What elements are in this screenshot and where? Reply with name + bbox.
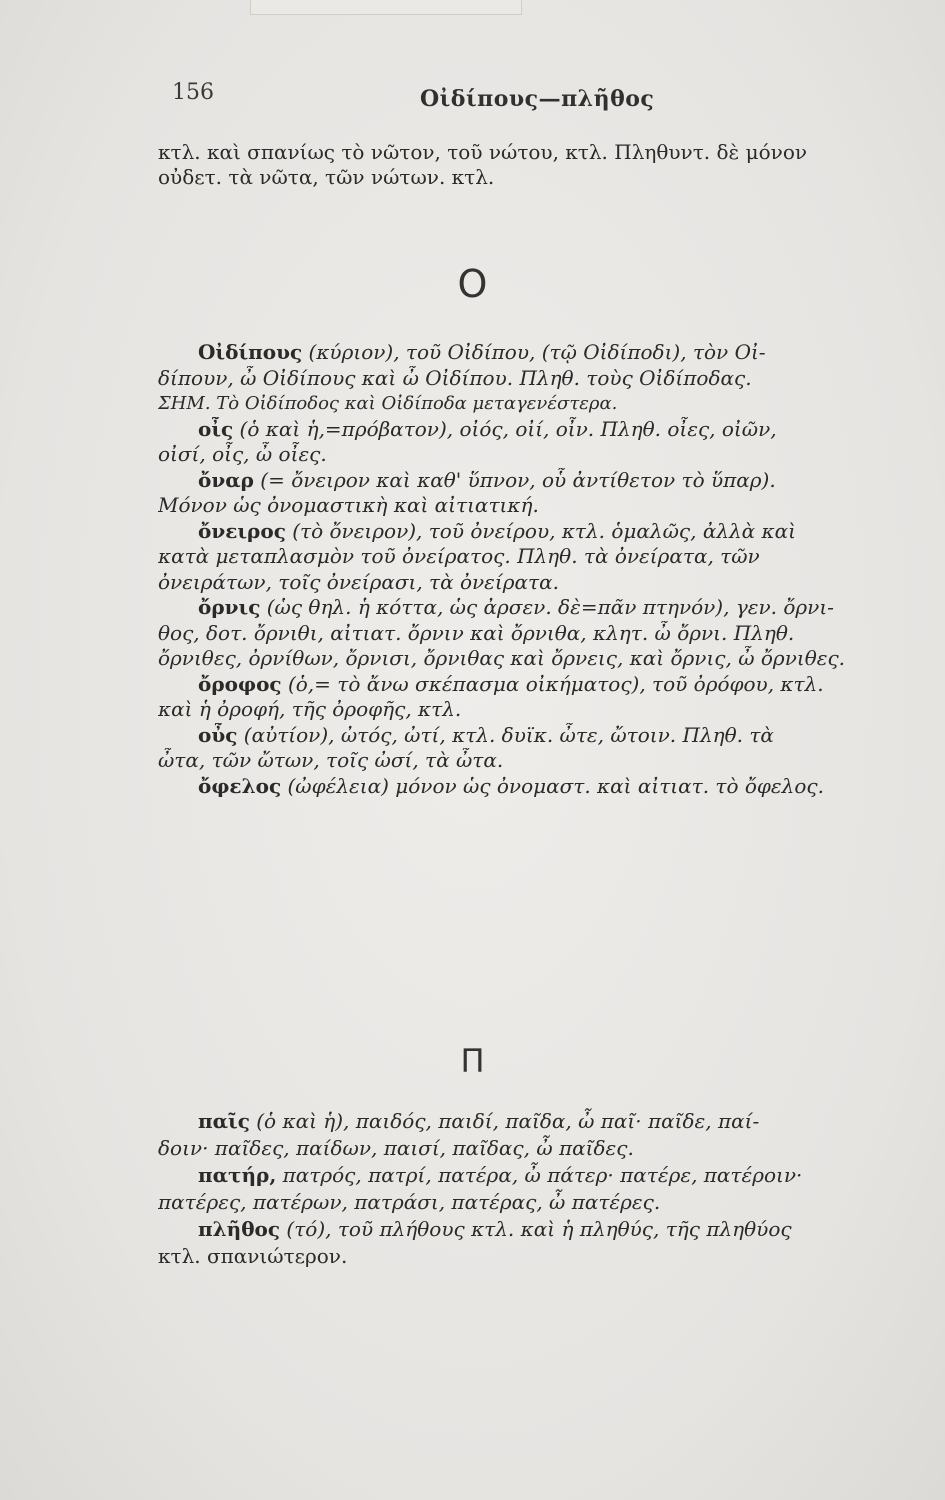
lemma: οὖς xyxy=(198,722,238,747)
entry-line: καὶ ἡ ὀροφή, τῆς ὀροφῆς, κτλ. xyxy=(158,697,462,721)
entry-line: δίπουν, ὦ Οἰδίπους καὶ ὦ Οἰδίπου. Πληθ. τοὺς Οἰδίποδας. xyxy=(158,365,752,390)
entry-line: θος, δοτ. ὄρνιθι, αἰτιατ. ὄρνιν καὶ ὄρνιθα, κλητ. ὦ ὄρνι. Πληθ. xyxy=(158,620,795,645)
page-top-mark xyxy=(250,0,522,15)
text-line: κτλ. καὶ σπανίως τὸ νῶτον, τοῦ νώτου, κτλ. Πληθυντ. δὲ μόνον xyxy=(158,140,808,164)
lemma: παῖς xyxy=(198,1109,250,1133)
entry-line: Μόνον ὡς ὀνομαστικὴ καὶ αἰτιατική. xyxy=(158,493,539,517)
section-letter-o: O xyxy=(457,262,488,306)
entry-text: (ὠφέλεια) μόνον ὡς ὀνομαστ. καὶ αἰτιατ. τὸ ὄφελος. xyxy=(281,773,824,798)
entry-first-line xyxy=(158,1162,878,1189)
entry-line: κατὰ μεταπλασμὸν τοῦ ὀνείρατος. Πληθ. τὰ ὀνείρατα, τῶν xyxy=(158,544,760,568)
entry-text: (αὐτίον), ὠτός, ὠτί, κτλ. δυϊκ. ὦτε, ὤτοιν. Πληθ. τὰ xyxy=(237,722,774,747)
entry-text: (τό), τοῦ πλήθους κτλ. καὶ ἡ πληθύς, τῆς πληθύος xyxy=(280,1217,792,1241)
lemma: πατήρ, xyxy=(198,1163,277,1187)
entry-text: (ὁ καὶ ἡ), παιδός, παιδί, παῖδα, ὦ παῖ· παῖδε, παί- xyxy=(249,1109,760,1133)
entry-first-line xyxy=(158,774,878,800)
text-line: οὐδετ. τὰ νῶτα, τῶν νώτων. κτλ. xyxy=(158,165,495,189)
entry-text: (κύριον), τοῦ Οἰδίπου, (τῷ Οἰδίποδι), τὸν Οἰ- xyxy=(302,340,766,364)
lemma: ὄρνις xyxy=(198,595,261,619)
entry-line: κτλ. σπανιώτερον. xyxy=(158,1244,348,1268)
entry-text: (= ὄνειρον καὶ καθ' ὕπνον, οὗ ἀντίθετον τὸ ὕπαρ). xyxy=(253,467,776,492)
entry-line: ὄρνιθες, ὀρνίθων, ὄρνισι, ὄρνιθας καὶ ὄρνεις, καὶ ὄρνις, ὦ ὄρνιθες. xyxy=(158,646,846,670)
entry-first-line xyxy=(158,417,878,443)
entry-line: ὀνειράτων, τοῖς ὀνείρασι, τὰ ὀνείρατα. xyxy=(158,569,559,594)
entry-first-line xyxy=(158,1108,878,1135)
lemma: πλῆθος xyxy=(198,1217,281,1241)
lemma: ὄφελος xyxy=(198,773,282,798)
entry-first-line xyxy=(158,1216,878,1243)
lemma: ὄνειρος xyxy=(198,518,286,543)
entry-text: (τὸ ὄνειρον), τοῦ ὀνείρου, κτλ. ὁμαλῶς, ἀλλὰ καὶ xyxy=(285,518,797,543)
entry-first-line xyxy=(158,672,878,698)
entry-line: ὦτα, τῶν ὤτων, τοῖς ὠσί, τὰ ὦτα. xyxy=(158,748,504,772)
section-letter-pi: Π xyxy=(460,1042,485,1080)
section-o-entries xyxy=(158,340,878,799)
entry-line: δοιν· παῖδες, παίδων, παισί, παῖδας, ὦ παῖδες. xyxy=(158,1136,634,1160)
entry-line: πατέρες, πατέρων, πατράσι, πατέρας, ὦ πατέρες. xyxy=(158,1190,661,1214)
entry-first-line xyxy=(158,340,878,366)
entry-text: (ὁ,= τὸ ἄνω σκέπασμα οἰκήματος), τοῦ ὀρόφου, κτλ. xyxy=(281,671,824,696)
entry-line: οἰσί, οἶς, ὦ οἶες. xyxy=(158,442,327,466)
lemma: οἶς xyxy=(198,416,234,441)
entry-first-line xyxy=(158,723,878,749)
entry-text: (ὡς θηλ. ἡ κόττα, ὡς ἀρσεν. δὲ=πᾶν πτηνόν), γεν. ὄρνι- xyxy=(260,595,834,619)
section-pi-entries xyxy=(158,1108,878,1270)
lemma: ὄναρ xyxy=(198,467,254,492)
lemma: Οἰδίπους xyxy=(198,340,303,364)
entry-first-line xyxy=(158,595,878,621)
running-title: Οἰδίπους—πλῆθος xyxy=(420,86,655,112)
entry-text: (ὁ καὶ ἡ,=πρόβατον), οἰός, οἰί, οἶν. Πληθ. οἶες, οἰῶν, xyxy=(233,416,777,441)
page-number: 156 xyxy=(172,80,214,105)
entry-first-line xyxy=(158,519,878,545)
entry-text: πατρός, πατρί, πατέρα, ὦ πάτερ· πατέρε, πατέροιν· xyxy=(276,1163,803,1187)
lemma: ὄροφος xyxy=(198,671,282,696)
entry-first-line xyxy=(158,468,878,494)
entry-line: ΣΗΜ. Τὸ Οἰδίποδος καὶ Οἰδίποδα μεταγενέστερα. xyxy=(158,393,618,414)
continuation-paragraph xyxy=(158,140,878,190)
